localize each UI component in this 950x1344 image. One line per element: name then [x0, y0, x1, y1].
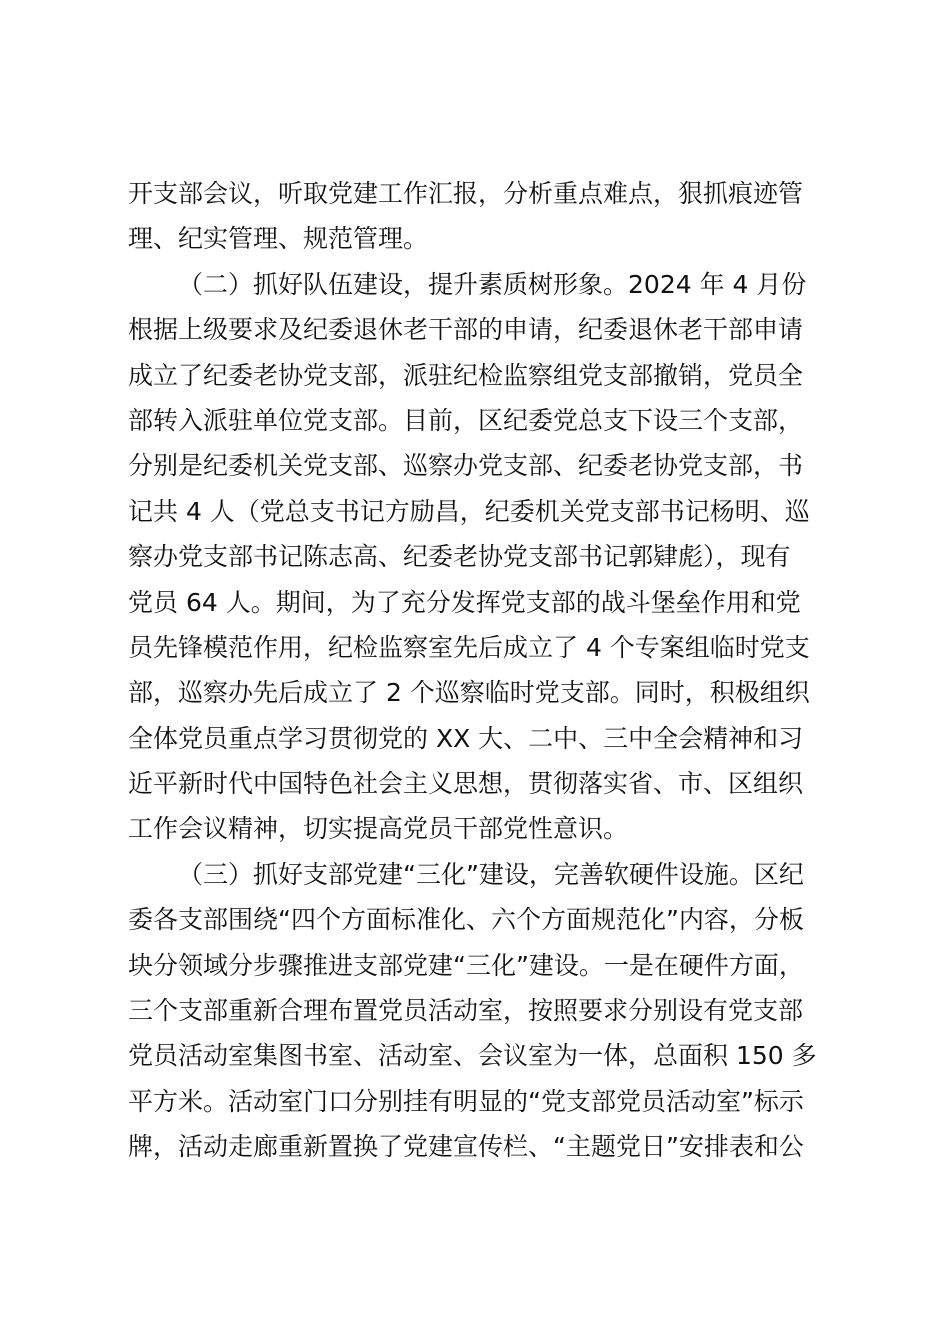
- text-line: 党员活动室集图书室、活动室、会议室为一体，总面积 150 多: [128, 1041, 817, 1071]
- section-heading-line: （三）抓好支部党建“三化”建设，完善软硬件设施。区纪: [178, 859, 804, 889]
- text-line: 根据上级要求及纪委退休老干部的申请，纪委退休老干部申请: [128, 315, 804, 345]
- text-line: 部转入派驻单位党支部。目前，区纪委党总支下设三个支部，: [128, 405, 804, 435]
- text-line: 平方米。活动室门口分别挂有明显的“党支部党员活动室”标示: [128, 1086, 804, 1116]
- text-line: 委各支部围绕“四个方面标准化、六个方面规范化”内容，分板: [128, 905, 804, 935]
- text-line: 员先锋模范作用，纪检监察室先后成立了 4 个专案组临时党支: [128, 632, 810, 662]
- text-line: 察办党支部书记陈志高、纪委老协党支部书记郭肄彪），现有: [128, 542, 791, 572]
- section-heading-line: （二）抓好队伍建设，提升素质树形象。2024 年 4 月份: [178, 269, 807, 299]
- text-line: 近平新时代中国特色社会主义思想，贯彻落实省、市、区组织: [128, 769, 804, 799]
- text-line: 三个支部重新合理布置党员活动室，按照要求分别设有党支部: [128, 996, 804, 1026]
- text-line: 块分领域分步骤推进支部党建“三化”建设。一是在硬件方面，: [128, 950, 804, 980]
- text-line: 分别是纪委机关党支部、巡察办党支部、纪委老协党支部，书: [128, 451, 804, 481]
- text-line: 部，巡察办先后成立了 2 个巡察临时党支部。同时，积极组织: [128, 678, 810, 708]
- text-line: 工作会议精神，切实提高党员干部党性意识。: [128, 814, 629, 844]
- text-line: 记共 4 人（党总支书记方励昌，纪委机关党支部书记杨明、巡: [128, 496, 810, 526]
- text-line: 党员 64 人。期间，为了充分发挥党支部的战斗堡垒作用和党: [128, 587, 801, 617]
- text-line: 牌，活动走廊重新置换了党建宣传栏、“主题党日”安排表和公: [128, 1132, 804, 1162]
- text-line: 成立了纪委老协党支部，派驻纪检监察组党支部撤销，党员全: [128, 360, 804, 390]
- text-line: 开支部会议，听取党建工作汇报，分析重点难点，狠抓痕迹管: [128, 179, 804, 208]
- text-line: 全体党员重点学习贯彻党的 XX 大、二中、三中全会精神和习: [128, 723, 804, 753]
- body-text: [128, 171, 828, 1170]
- text-line: 理、纪实管理、规范管理。: [128, 224, 429, 254]
